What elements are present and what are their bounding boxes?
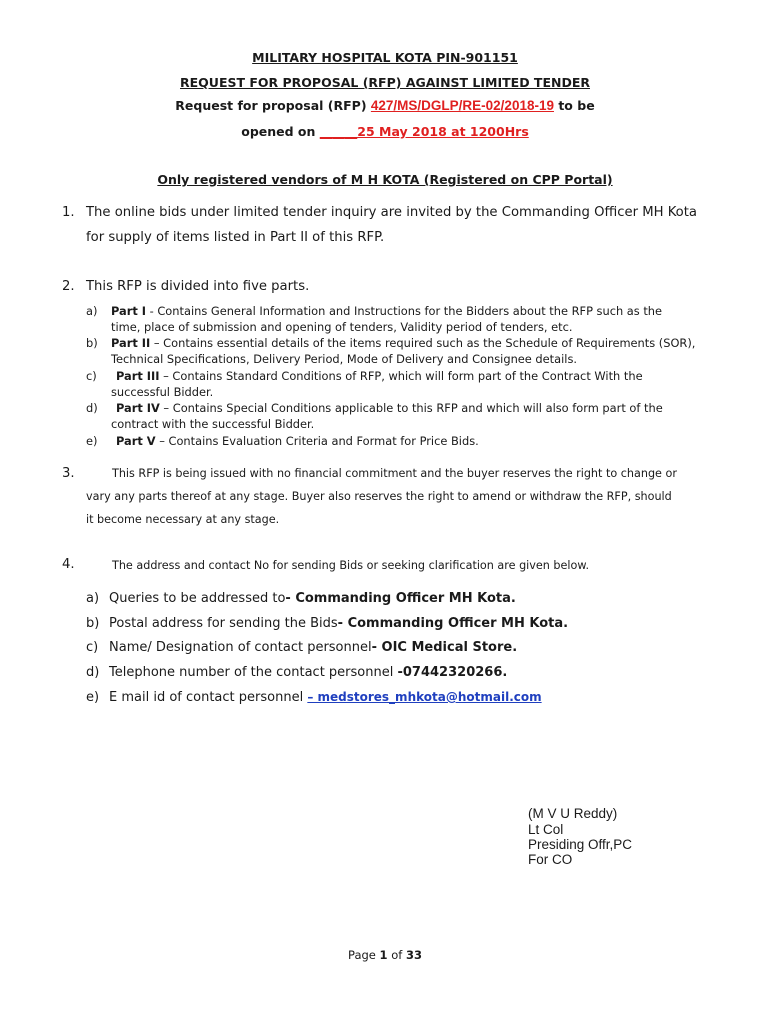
part-letter: e) (86, 434, 98, 448)
contact-letter: d) (86, 665, 100, 680)
part-item: Part III – Contains Standard Conditions of RFP, which will form part of the Contract With the (116, 369, 643, 383)
signatory-rank: Lt Col (528, 822, 564, 837)
signatory-for: For CO (528, 852, 573, 867)
para1-number: 1. (62, 205, 75, 220)
contact-item-email: E mail id of contact personnel – medstores_mhkota@hotmail.com (109, 690, 542, 705)
para1-line1: The online bids under limited tender inquiry are invited by the Commanding Officer MH Kota (86, 205, 698, 220)
rfp-title: REQUEST FOR PROPOSAL (RFP) AGAINST LIMITED TENDER (180, 75, 590, 90)
para2-number: 2. (62, 279, 75, 294)
part-item-continued: Technical Specifications, Delivery Period, Mode of Delivery and Consignee details. (111, 352, 577, 366)
contact-letter: e) (86, 690, 100, 705)
page-footer: Page 1 of 33 (348, 948, 422, 962)
signatory-role: Presiding Offr,PC (528, 837, 633, 852)
para2-intro: This RFP is divided into five parts. (86, 279, 310, 294)
part-item: Part II – Contains essential details of the items required such as the Schedule of Requirements (SOR), (111, 336, 696, 350)
part-item-continued: successful Bidder. (111, 385, 214, 399)
contact-letter: c) (86, 640, 99, 655)
para3-line2: vary any parts thereof at any stage. Buyer also reserves the right to amend or withdraw the RFP, should (86, 490, 672, 503)
para3-line3: it become necessary at any stage. (86, 513, 280, 526)
part-letter: d) (86, 401, 98, 415)
page-number: 1 (379, 948, 388, 962)
para3-number: 3. (62, 466, 75, 481)
contact-item-telephone: Telephone number of the contact personnel -07442320266. (109, 665, 508, 680)
part-letter: a) (86, 304, 98, 318)
part-item-continued: time, place of submission and opening of tenders, Validity period of tenders, etc. (111, 320, 573, 334)
page-total: 33 (405, 948, 422, 962)
contact-item-queries: Queries to be addressed to- Commanding Officer MH Kota. (109, 591, 516, 606)
eligibility-note: Only registered vendors of M H KOTA (Registered on CPP Portal) (157, 172, 613, 187)
contact-item-personnel: Name/ Designation of contact personnel- OIC Medical Store. (109, 640, 518, 655)
para3-line1: This RFP is being issued with no financial commitment and the buyer reserves the right to change or (112, 467, 677, 480)
signatory-name: (M V U Reddy) (528, 806, 618, 821)
contact-item-postal: Postal address for sending the Bids- Commanding Officer MH Kota. (109, 616, 569, 631)
part-letter: c) (86, 369, 97, 383)
email-link[interactable]: – medstores_mhkota@hotmail.com (307, 690, 542, 704)
part-letter: b) (86, 336, 98, 350)
opening-date: ______25 May 2018 at 1200Hrs (319, 124, 529, 139)
part-item-continued: contract with the successful Bidder. (111, 417, 315, 431)
part-item: Part V – Contains Evaluation Criteria and Format for Price Bids. (116, 434, 479, 448)
para1-line2: for supply of items listed in Part II of this RFP. (86, 230, 385, 245)
part-item: Part I - Contains General Information and Instructions for the Bidders about the RFP such as the (111, 304, 663, 318)
contact-letter: a) (86, 591, 100, 606)
rfp-reference-number: 427/MS/DGLP/RE-02/2018-19 (370, 98, 554, 113)
para4-number: 4. (62, 557, 75, 572)
contact-letter: b) (86, 616, 100, 631)
para4-intro: The address and contact No for sending Bids or seeking clarification are given below. (112, 559, 590, 572)
rfp-reference-line: Request for proposal (RFP) 427/MS/DGLP/RE-02/2018-19 to be (175, 98, 595, 113)
part-item: Part IV – Contains Special Conditions applicable to this RFP and which will also form part of the (116, 401, 663, 415)
hospital-title: MILITARY HOSPITAL KOTA PIN-901151 (252, 50, 518, 65)
opening-date-line: opened on ______25 May 2018 at 1200Hrs (241, 124, 529, 139)
